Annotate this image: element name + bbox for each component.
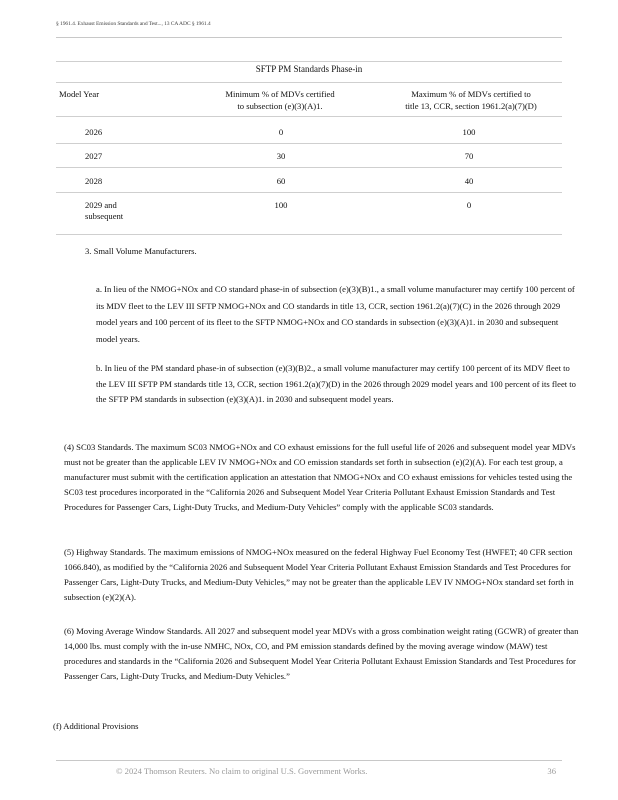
row-model-year [85,200,123,222]
row-minimum-percent: 100 [274,200,288,210]
row-model-year: 2028 [85,176,103,186]
row-minimum-percent: 30 [276,151,286,161]
small-volume-heading: 3. Small Volume Manufacturers. [85,246,197,256]
footer-divider [56,760,562,761]
row-maximum-percent: 40 [464,176,474,186]
highway-standards-paragraph: (5) Highway Standards. The maximum emissions of NMOG+NOx measured on the federal Highway Fuel Economy Test (HWFET; 40 CFR section 1066.840), as modified by the “California 2026 and Subsequent Model Year Criteria Pollutant Exhaust Emission Standards and Test Procedures for Passenger Cars, Light-Duty Trucks, and Medium-Duty Vehicles,” may not be greater than the applicable LEV IV NMOG+NOx standard set forth in subsection (e)(2)(A). [64,547,574,602]
row-model-year: 2027 [85,151,103,161]
row-maximum-percent: 100 [462,127,476,137]
row-maximum-percent: 70 [464,151,474,161]
small-volume-paragraph-a: a. In lieu of the NMOG+NOx and CO standard phase-in of subsection (e)(3)(B)1., a small volume manufacturer may certify 100 percent of its MDV fleet to the LEV III SFTP NMOG+NOx and CO standards in title 13, CCR, section 1961.2(a)(7)(C) in the 2026 through 2029 model years and 100 percent of its fleet to the SFTP NMOG+NOx and CO standards in subsection (e)(3)(A)1. in 2030 and subsequent model years. [96,284,575,344]
page-number: 36 [547,766,556,776]
table-title: SFTP PM Standards Phase-in [255,64,363,74]
row-rule [56,167,562,168]
table-bottom-rule [56,234,562,235]
table-title-rule [56,82,562,83]
copyright-notice: © 2024 Thomson Reuters. No claim to original U.S. Government Works. [116,766,368,776]
column-header-minimum-line2: to subsection (e)(3)(A)1. [237,101,323,111]
small-volume-paragraph-b: b. In lieu of the PM standard phase-in of subsection (e)(3)(B)2., a small volume manufacturer may certify 100 percent of its MDV fleet to the LEV III SFTP PM standards title 13, CCR, section 1961.2(a)(7)(D) in the 2026 through 2029 model years and 100 percent of its fleet to the SFTP PM standards in subsection (e)(3)(A)1. in 2030 and subsequent model years. [96,363,576,404]
row-maximum-percent: 0 [466,200,472,210]
page-header-citation: § 1961.4. Exhaust Emission Standards and Test..., 13 CA ADC § 1961.4 [56,21,211,27]
header-divider [56,37,562,38]
row-model-year-line1: 2029 and [85,200,117,210]
header-bottom-rule [56,116,562,117]
sc03-standards-paragraph: (4) SC03 Standards. The maximum SC03 NMOG+NOx and CO exhaust emissions for the full useful life of 2026 and subsequent model year MDVs must not be greater than the applicable LEV IV NMOG+NOx and CO emission standards set forth in subsection (e)(2)(A). For each test group, a manufacturer must submit with the certification application an attestation that NMOG+NOx and CO exhaust emissions for vehicles tested using the SC03 test procedures incorporated in the “California 2026 and Subsequent Model Year Criteria Pollutant Exhaust Emission Standards and Test Procedures for Passenger Cars, Light-Duty Trucks, and Medium-Duty Vehicles” comply with the applicable SC03 standards. [64,442,576,512]
moving-average-window-paragraph: (6) Moving Average Window Standards. All 2027 and subsequent model year MDVs with a gross combination weight rating (GCWR) of greater than 14,000 lbs. must comply with the in-use NMHC, NOx, CO, and PM emission standards defined by the moving average window (MAW) test procedures and standards in the “California 2026 and Subsequent Model Year Criteria Pollutant Exhaust Emission Standards and Test Procedures for Passenger Cars, Light-Duty Trucks, and Medium-Duty Vehicles.” [64,626,579,681]
row-model-year-line2: subsequent [85,211,124,221]
column-header-minimum-line1: Minimum % of MDVs certified [225,89,335,99]
row-model-year: 2026 [85,127,103,137]
additional-provisions-heading: (f) Additional Provisions [53,721,139,731]
column-header-model-year: Model Year [59,89,100,99]
row-minimum-percent: 60 [276,176,286,186]
column-header-minimum [220,88,340,112]
column-header-maximum-line2: title 13, CCR, section 1961.2(a)(7)(D) [405,101,537,111]
column-header-maximum-line1: Maximum % of MDVs certified to [411,89,531,99]
row-rule [56,143,562,144]
column-header-maximum [386,88,556,112]
row-minimum-percent: 0 [278,127,284,137]
table-top-rule [56,61,562,62]
row-rule [56,192,562,193]
